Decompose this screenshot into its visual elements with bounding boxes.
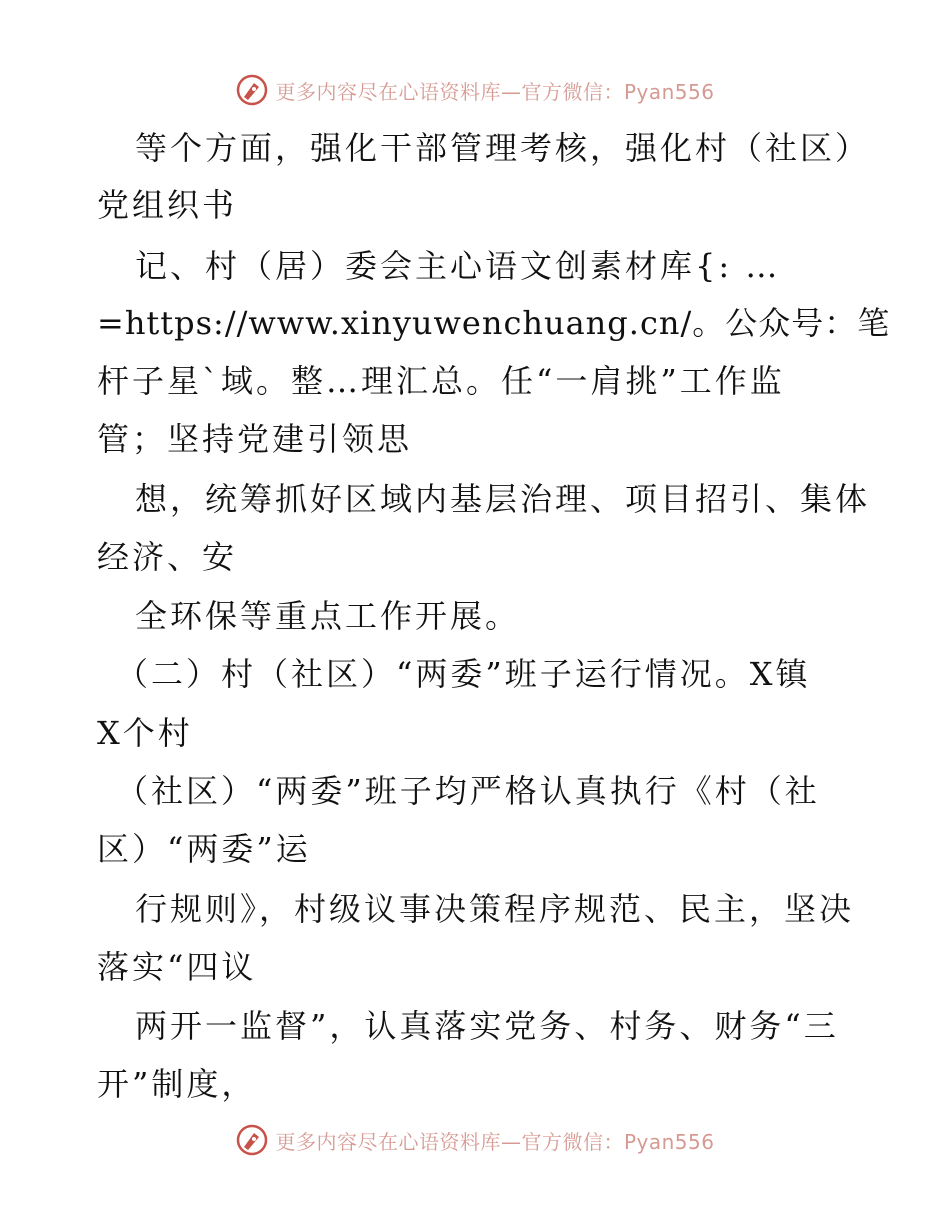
paragraph-line: 想，统筹抓好区域内基层治理、项目招引、集体 [135,480,871,518]
paragraph-line: 行规则》，村级议事决策程序规范、民主，坚决 [135,890,855,928]
paragraph-line: （社区）“两委”班子均严格认真执行《村（社 [116,772,820,810]
paragraph-line: 经济、安 [97,538,238,576]
paragraph-line: 两开一监督”，认真落实党务、村务、财务“三 [135,1007,839,1045]
paragraph-line: =https://www.xinyuwenchuang.cn/。公众号：笔 [97,304,891,342]
paragraph-line: 等个方面，强化干部管理考核，强化村（社区） [135,129,871,167]
paragraph-line: 开”制度， [97,1065,257,1103]
watermark-footer [0,1120,950,1160]
paragraph-line: X个村 [97,714,193,752]
paragraph-line: 落实“四议 [97,948,257,986]
paragraph-line: 区）“两委”运 [97,830,311,868]
pen-nib-circle-icon [235,1123,269,1157]
paragraph-line: 管；坚持党建引领思 [97,420,413,458]
watermark-text: 更多内容尽在心语资料库—官方微信：Pyan556 [275,1129,715,1154]
watermark-text: 更多内容尽在心语资料库—官方微信：Pyan556 [275,79,715,104]
paragraph-line: （二）村（社区）“两委”班子运行情况。X镇 [116,655,811,693]
paragraph-line: 杆子星`域。整…理汇总。任“一肩挑”工作监 [97,362,785,400]
paragraph-line: 全环保等重点工作开展。 [135,597,521,635]
paragraph-line: 党组织书 [97,186,238,224]
paragraph-line: 记、村（居）委会主心语文创素材库{: … [135,247,781,285]
